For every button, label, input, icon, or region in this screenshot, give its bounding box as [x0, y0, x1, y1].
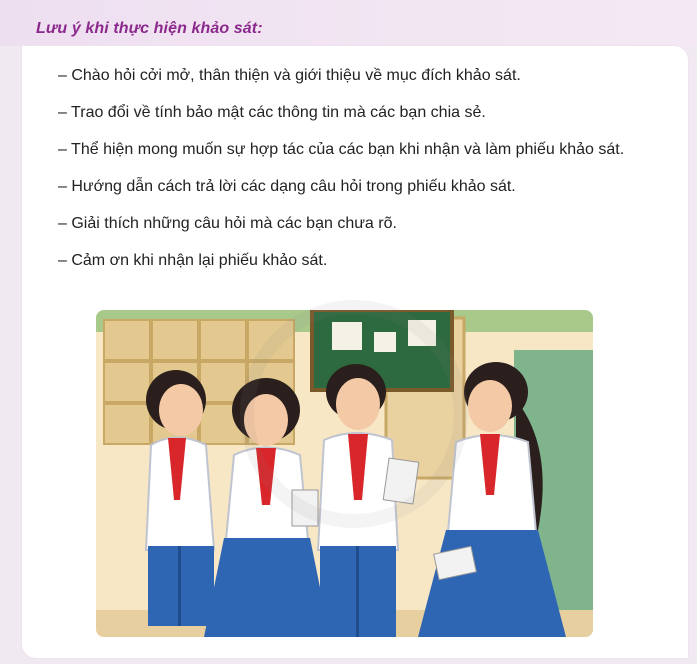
list-item-text: – Hướng dẫn cách trả lời các dạng câu hỏi trong phiếu khảo sát. — [58, 178, 516, 195]
watermark-logo — [240, 300, 468, 528]
section-title: Lưu ý khi thực hiện khảo sát: — [36, 20, 263, 37]
list-item — [58, 101, 658, 124]
list-item-text: – Thể hiện mong muốn sự hợp tác của các bạn khi nhận và làm phiếu khảo sát. — [58, 141, 625, 158]
list-item — [58, 212, 658, 235]
list-item — [58, 249, 658, 272]
list-item — [58, 64, 658, 87]
list-item — [58, 175, 658, 198]
list-item-text: – Chào hỏi cởi mở, thân thiện và giới thiệu về mục đích khảo sát. — [58, 67, 521, 84]
list-item-text: – Trao đổi về tính bảo mật các thông tin mà các bạn chia sẻ. — [58, 104, 486, 121]
list-item-text: – Cảm ơn khi nhận lại phiếu khảo sát. — [58, 252, 328, 269]
list-item — [58, 138, 658, 161]
student-boy-left — [146, 370, 214, 626]
tips-list — [58, 64, 658, 286]
list-item-text: – Giải thích những câu hỏi mà các bạn chưa rõ. — [58, 215, 397, 232]
